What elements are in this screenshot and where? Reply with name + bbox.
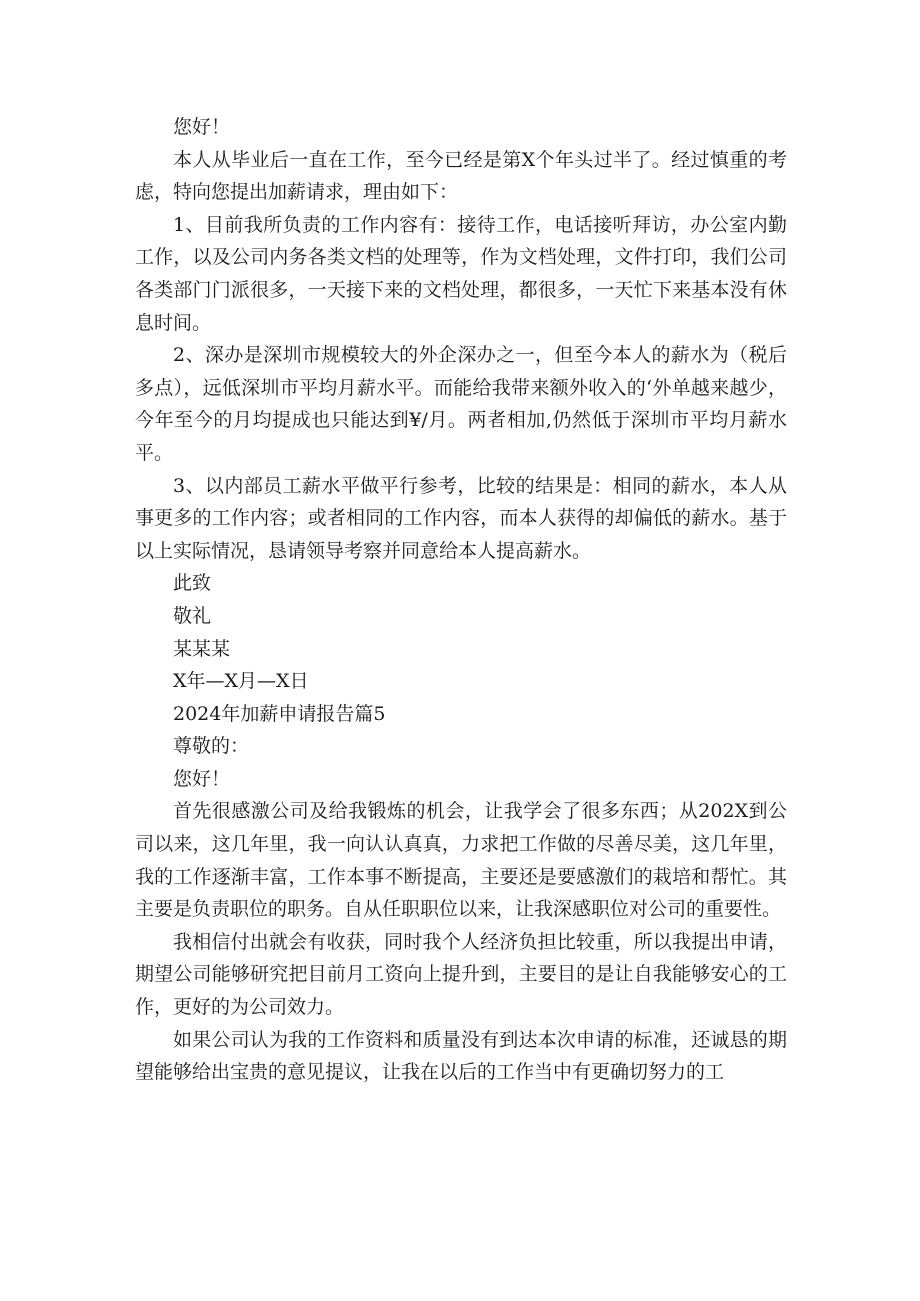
section-title: 2024年加薪申请报告篇5 <box>173 702 386 725</box>
document-page <box>135 111 787 1089</box>
greeting: 您好！ <box>173 116 231 138</box>
paragraph-reason-2: 2、深办是深圳市规模较大的外企深办之一，但至今本人的薪水为（税后多点），远低深圳市平均月薪水平。而能给我带来额外收入的‘外单越来越少，今年至今的月均提成也只能达到¥/月。两者相加,仍然低于深圳市平均月薪水平。 <box>135 344 787 464</box>
paragraph-reason-1: 1、目前我所负责的工作内容有：接待工作，电话接听拜访，办公室内勤工作，以及公司内务各类文档的处理等，作为文档处理，文件打印，我们公司各类部门门派很多，一天接下来的文档处理，都很多，一天忙下来基本没有休息时间。 <box>135 213 787 334</box>
date: X年—X月—X日 <box>173 670 309 693</box>
paragraph-feedback: 如果公司认为我的工作资料和质量没有到达本次申请的标准，还诚恳的期望能够给出宝贵的意见提议，让我在以后的工作当中有更确切努力的工 <box>135 1028 787 1084</box>
paragraph-thanks: 首先很感激公司及给我锻炼的机会，让我学会了很多东西；从202X到公司以来，这几年里，我一向认认真真，力求把工作做的尽善尽美，这几年里，我的工作逐渐丰富，工作本事不断提高，主要还是要感激们的栽培和帮忙。其主要是负责职位的职务。自从任职职位以来，让我深感职位对公司的重要性。 <box>135 800 787 921</box>
paragraph-intro: 本人从毕业后一直在工作，至今已经是第X个年头过半了。经过慎重的考虑，特向您提出加薪请求，理由如下： <box>135 148 787 204</box>
salutation: 尊敬的： <box>173 735 250 758</box>
closing-cizhi: 此致 <box>173 572 212 595</box>
paragraph-reason-3: 3、以内部员工薪水平做平行参考，比较的结果是：相同的薪水，本人从事更多的工作内容；或者相同的工作内容，而本人获得的却偏低的薪水。基于以上实际情况，恳请领导考察并同意给本人提高薪水。 <box>135 474 787 562</box>
paragraph-request: 我相信付出就会有收获，同时我个人经济负担比较重，所以我提出申请，期望公司能够研究把目前月工资向上提升到，主要目的是让自我能够安心的工作，更好的为公司效力。 <box>135 930 787 1019</box>
greeting: 您好！ <box>173 767 231 790</box>
signature: 某某某 <box>173 637 231 660</box>
closing-jingli: 敬礼 <box>173 604 212 627</box>
